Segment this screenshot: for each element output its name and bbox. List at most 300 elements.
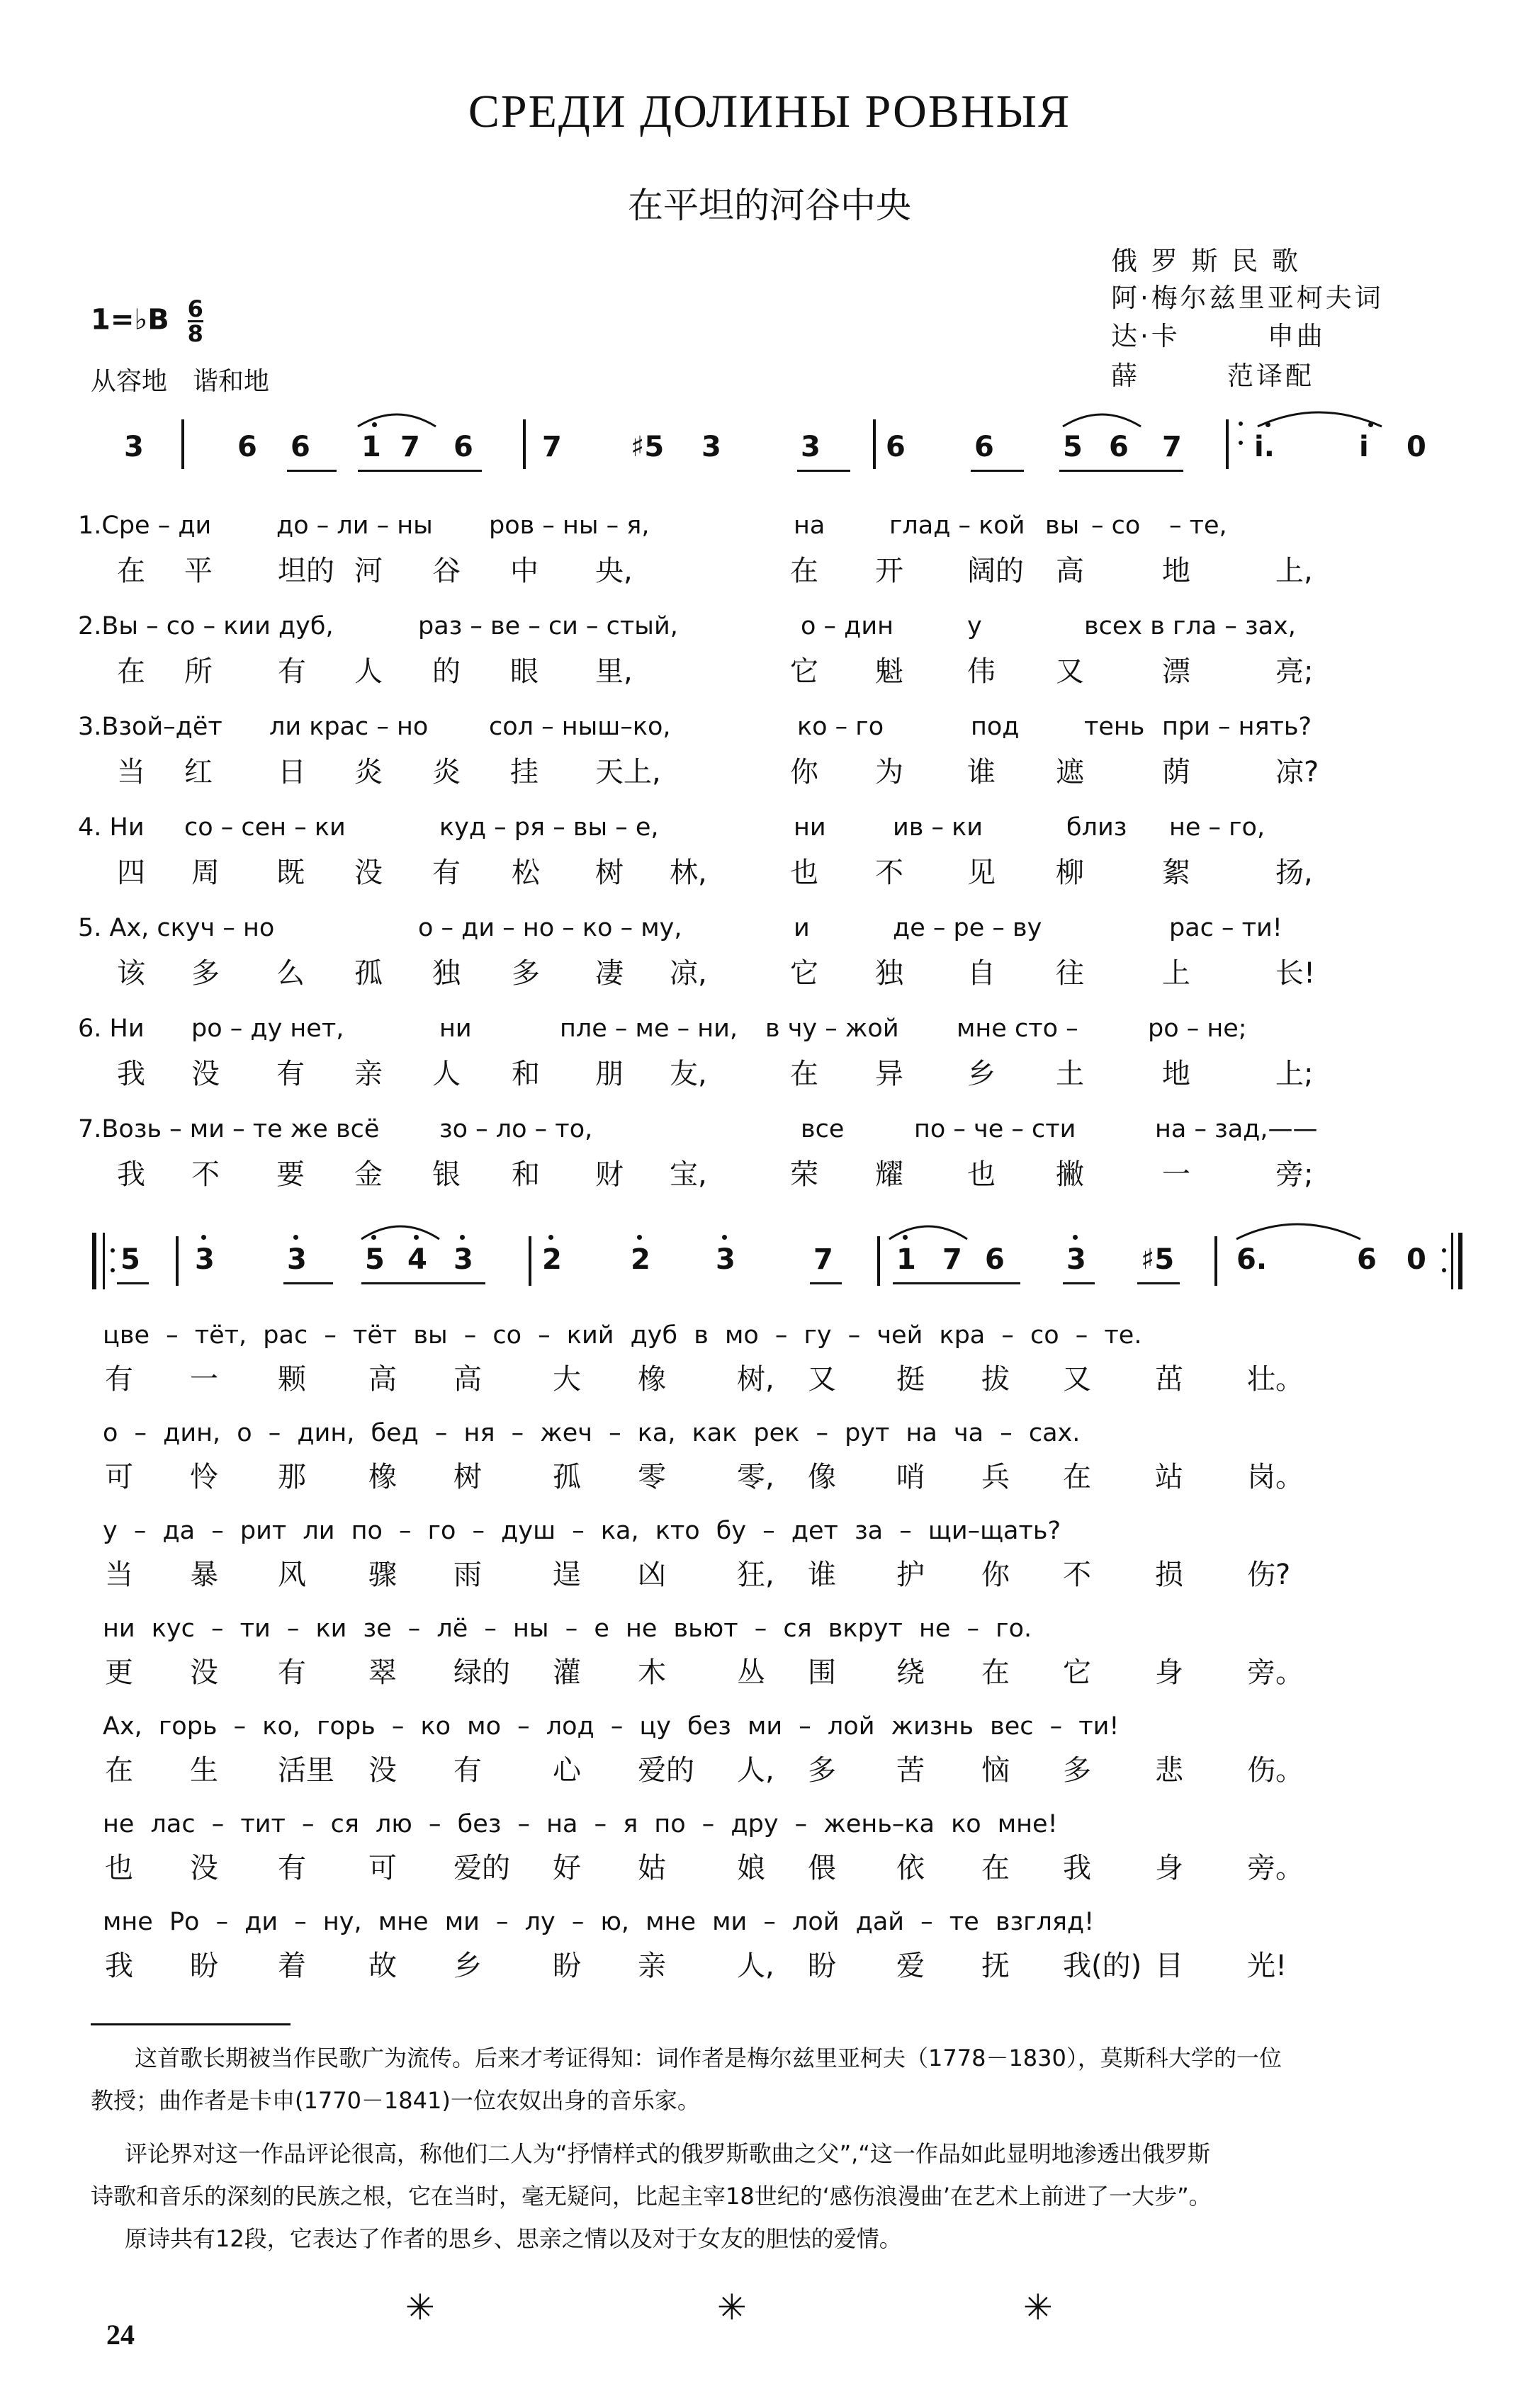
chinese-lyric: 高 [368, 1363, 397, 1396]
russian-lyric: не – го, [1169, 813, 1265, 842]
note: 2 [542, 1243, 562, 1276]
note: i. [1254, 431, 1275, 463]
chinese-lyric: 四 [117, 857, 145, 889]
chinese-lyric: 那 [278, 1461, 306, 1493]
chinese-lyric: 姑 [638, 1852, 666, 1884]
chinese-lyric: 见 [967, 857, 996, 889]
russian-lyric: цве – тёт, рас – тёт вы – со – кий дуб в мо – гу – чей кра – со – те. [103, 1321, 1142, 1350]
chinese-lyric: 零, [737, 1461, 774, 1493]
russian-lyric: ни кус – ти – ки зе – лё – ны – е не вьют – ся вкрут не – го. [103, 1615, 1032, 1643]
chinese-lyric: 护 [896, 1559, 925, 1591]
chinese-lyric: 柳 [1056, 857, 1084, 889]
key-signature [91, 295, 203, 347]
chinese-lyric: 一 [190, 1363, 218, 1396]
note: 6 [974, 431, 994, 463]
chinese-lyric: 树 [453, 1461, 482, 1493]
chinese-lyric: 炎 [432, 756, 461, 788]
note: ♯5 [1141, 1243, 1175, 1276]
repeat-dot [111, 1248, 115, 1253]
chinese-lyric: 你 [981, 1559, 1010, 1591]
russian-lyric: у – да – рит ли по – го – душ – ка, кто бу – дет за – щи–щать? [103, 1517, 1061, 1545]
chinese-lyric: 树 [595, 857, 624, 889]
russian-lyric: Ах, горь – ко, горь – ко мо – лод – цу без ми – лой жизнь вес – ти! [103, 1712, 1120, 1741]
russian-lyric: рас – ти! [1169, 914, 1282, 942]
chinese-lyric: 眼 [510, 655, 539, 688]
footnote-line-1: 这首歌长期被当作民歌广为流传。后来才考证得知：词作者是梅尔兹里亚柯夫（1778－1830），莫斯科大学的一位 [135, 2045, 1282, 2071]
chinese-lyric: 不 [875, 857, 903, 889]
chinese-lyric: 旁; [1275, 1158, 1314, 1191]
chinese-lyric: 狂, [737, 1559, 774, 1591]
beam-underline [361, 1282, 485, 1284]
chinese-lyric: 绿的 [453, 1656, 510, 1689]
note: 1 [361, 431, 381, 463]
chinese-lyric: 在 [790, 555, 818, 587]
chinese-lyric: 乡 [453, 1950, 482, 1982]
chinese-lyric: 乡 [967, 1058, 996, 1090]
chinese-lyric: 丛 [737, 1656, 765, 1689]
footnote-divider [91, 2023, 291, 2025]
russian-lyric: ли крас – но [269, 713, 429, 741]
russian-lyric: мне Ро – ди – ну, мне ми – лу – ю, мне ми – лой дай – те взгляд! [103, 1908, 1095, 1936]
chinese-lyric: 漂 [1162, 655, 1190, 688]
chinese-lyric: 壮。 [1247, 1363, 1304, 1396]
chinese-lyric: 挂 [510, 756, 539, 788]
chinese-lyric: 亮; [1275, 655, 1314, 688]
chinese-lyric: 撇 [1056, 1158, 1084, 1191]
chinese-lyric: 央, [595, 555, 633, 587]
chinese-lyric: 人, [737, 1754, 774, 1787]
chinese-lyric: 盼 [553, 1950, 581, 1982]
russian-lyric: вы [1045, 511, 1080, 540]
note: 5 [365, 1243, 385, 1276]
chinese-lyric: 哨 [896, 1461, 925, 1493]
note: 3 [801, 431, 821, 463]
russian-lyric: по – че – сти [914, 1115, 1076, 1143]
beam-underline [971, 470, 1024, 472]
russian-lyric: о – ди – но – ко – му, [418, 914, 682, 942]
chinese-lyric: 身 [1155, 1656, 1183, 1689]
chinese-lyric: 地 [1162, 555, 1190, 587]
chinese-lyric: 爱 [896, 1950, 925, 1982]
chinese-lyric: 好 [553, 1852, 581, 1884]
chinese-lyric: 木 [638, 1656, 666, 1689]
chinese-lyric: 谁 [808, 1559, 836, 1591]
chinese-lyric: 自 [967, 957, 996, 990]
russian-lyric: пле – ме – ни, [560, 1014, 738, 1043]
page-number: 24 [106, 2319, 135, 2351]
chinese-lyric: 在 [117, 555, 145, 587]
chinese-lyric: 在 [981, 1656, 1010, 1689]
chinese-lyric: 没 [191, 1058, 220, 1090]
chinese-lyric: 长! [1275, 957, 1316, 990]
chinese-lyric: 凉, [670, 957, 707, 990]
beam-underline [810, 1282, 842, 1284]
chinese-lyric: 旁。 [1247, 1852, 1304, 1884]
octave-dot [548, 1235, 553, 1240]
chinese-lyric: 坦的 [278, 555, 334, 587]
chinese-lyric: 独 [432, 957, 461, 990]
footnote-line-3: 评论界对这一作品评论很高，称他们二人为“抒情样式的俄罗斯歌曲之父”,“这一作品如此显明地渗透出俄罗斯 [125, 2140, 1210, 2167]
chinese-lyric: 耀 [875, 1158, 903, 1191]
chinese-lyric: 凶 [638, 1559, 666, 1591]
chinese-lyric: 又 [1063, 1363, 1091, 1396]
chinese-lyric: 伤。 [1247, 1754, 1304, 1787]
beam-underline [358, 470, 482, 472]
chinese-lyric: 挺 [896, 1363, 925, 1396]
octave-dot [637, 1235, 642, 1240]
chinese-lyric: 更 [105, 1656, 133, 1689]
note: 6 [1109, 431, 1129, 463]
chinese-lyric: 有 [278, 1656, 306, 1689]
russian-lyric: зо – ло – то, [439, 1115, 593, 1143]
russian-lyric: со – сен – ки [184, 813, 346, 842]
repeat-dot [1239, 422, 1243, 426]
chinese-lyric: 一 [1162, 1158, 1190, 1191]
beam-underline [797, 470, 850, 472]
note: 3 [453, 1243, 473, 1276]
note: 7 [1162, 431, 1182, 463]
octave-dot [414, 1235, 419, 1240]
chinese-lyric: 红 [184, 756, 213, 788]
chinese-lyric: 和 [512, 1058, 540, 1090]
chinese-lyric: 多 [808, 1754, 836, 1787]
chinese-lyric: 灌 [553, 1656, 581, 1689]
time-numerator: 6 [187, 295, 203, 322]
russian-lyric: ро – не; [1148, 1014, 1247, 1043]
separator-star: ✳ [405, 2287, 435, 2328]
chinese-lyric: 遮 [1056, 756, 1084, 788]
russian-lyric: де – ре – ву [893, 914, 1042, 942]
chinese-lyric: 金 [354, 1158, 383, 1191]
beam-underline [1059, 470, 1183, 472]
russian-lyric: до – ли – ны [276, 511, 433, 540]
russian-lyric: 2.Вы – со – кии дуб, [78, 612, 334, 640]
chinese-lyric: 爱的 [453, 1852, 510, 1884]
key-text: 1=♭B [91, 303, 169, 337]
barline [1214, 1236, 1217, 1286]
beam-underline [287, 470, 337, 472]
chinese-lyric: 当 [105, 1559, 133, 1591]
chinese-lyric: 怜 [190, 1461, 218, 1493]
chinese-lyric: 逞 [553, 1559, 581, 1591]
chinese-lyric: 抚 [981, 1950, 1010, 1982]
beam-underline [893, 1282, 1020, 1284]
credit-line-1: 俄 罗 斯 民 歌 [1111, 246, 1302, 276]
note: 3 [1066, 1243, 1086, 1276]
note: 3 [195, 1243, 215, 1276]
chinese-lyric: 宝, [670, 1158, 707, 1191]
chinese-lyric: 地 [1162, 1058, 1190, 1090]
chinese-lyric: 盼 [190, 1950, 218, 1982]
chinese-lyric: 我 [105, 1950, 133, 1982]
chinese-lyric: 旁。 [1247, 1656, 1304, 1689]
chinese-lyric: 绕 [896, 1656, 925, 1689]
chinese-lyric: 又 [1056, 655, 1084, 688]
tempo-marking: 从容地 谐和地 [91, 367, 270, 396]
chinese-lyric: 有 [278, 655, 306, 688]
chinese-lyric: 人 [354, 655, 383, 688]
chinese-lyric: 孤 [553, 1461, 581, 1493]
chinese-lyric: 天上, [595, 756, 661, 788]
note: 2 [631, 1243, 650, 1276]
chinese-lyric: 可 [105, 1461, 133, 1493]
chinese-lyric: 多 [191, 957, 220, 990]
chinese-lyric: 活里 [278, 1754, 334, 1787]
chinese-lyric: 橡 [638, 1363, 666, 1396]
octave-dot [201, 1235, 206, 1240]
chinese-lyric: 银 [432, 1158, 461, 1191]
note: 5 [1063, 431, 1083, 463]
beam-underline [1137, 1282, 1180, 1284]
russian-lyric: на – зад,—— [1155, 1115, 1318, 1143]
octave-dot [1265, 422, 1270, 427]
footnote-line-4: 诗歌和音乐的深刻的民族之根，它在当时，毫无疑问，比起主宰18世纪的‘感伤浪漫曲’在艺术上前进了一大步”。 [91, 2183, 1212, 2210]
chinese-lyric: 周 [191, 857, 220, 889]
chinese-lyric: 爱的 [638, 1754, 694, 1787]
chinese-lyric: 它 [790, 655, 818, 688]
chinese-lyric: 上, [1275, 555, 1313, 587]
beam-underline [283, 1282, 333, 1284]
chinese-lyric: 有 [276, 1058, 305, 1090]
russian-lyric: близ [1066, 813, 1127, 842]
chinese-lyric: 谷 [432, 555, 461, 587]
chinese-lyric: 异 [875, 1058, 903, 1090]
chinese-lyric: 该 [117, 957, 145, 990]
russian-lyric: в чу – жой [765, 1014, 899, 1043]
chinese-lyric: 和 [512, 1158, 540, 1191]
chinese-lyric: 絮 [1162, 857, 1190, 889]
separator-star: ✳ [717, 2287, 747, 2328]
chinese-lyric: 颗 [278, 1363, 306, 1396]
chinese-lyric: 损 [1155, 1559, 1183, 1591]
chinese-lyric: 心 [553, 1754, 581, 1787]
chinese-lyric: 橡 [368, 1461, 397, 1493]
russian-lyric: 6. Ни [78, 1014, 145, 1043]
russian-lyric: о – дин [801, 612, 893, 640]
chinese-lyric: 要 [276, 1158, 305, 1191]
chinese-lyric: 苦 [896, 1754, 925, 1787]
chinese-lyric: 在 [790, 1058, 818, 1090]
chinese-lyric: 有 [278, 1852, 306, 1884]
note: 6 [291, 431, 310, 463]
chinese-lyric: 故 [368, 1950, 397, 1982]
russian-lyric: – те, [1169, 511, 1227, 540]
repeat-dot [111, 1268, 115, 1272]
chinese-lyric: 偎 [808, 1852, 836, 1884]
note: 6 [1357, 1243, 1377, 1276]
russian-lyric: 5. Ах, скуч – но [78, 914, 275, 942]
russian-lyric: ни [439, 1014, 472, 1043]
note: 0 [1406, 431, 1426, 463]
beam-underline [117, 1282, 149, 1284]
note: 3 [701, 431, 721, 463]
note: 3 [124, 431, 144, 463]
chinese-lyric: 恼 [981, 1754, 1010, 1787]
russian-lyric: ни [794, 813, 826, 842]
ties-line-2 [0, 1208, 1539, 1243]
chinese-lyric: 大 [553, 1363, 581, 1396]
barline [176, 1236, 179, 1286]
russian-lyric: при – нять? [1162, 713, 1312, 741]
chinese-lyric: 日 [278, 756, 306, 788]
chinese-lyric: 有 [105, 1363, 133, 1396]
repeat-dot [1442, 1268, 1446, 1272]
note: 6 [237, 431, 257, 463]
time-signature [187, 295, 203, 347]
octave-dot [371, 1235, 376, 1240]
note: 6. [1236, 1243, 1268, 1276]
chinese-lyric: 炎 [354, 756, 383, 788]
chinese-lyric: 凄 [595, 957, 624, 990]
russian-lyric: 3.Взой–дёт [78, 713, 222, 741]
barline [529, 1236, 531, 1286]
octave-dot [293, 1235, 298, 1240]
note: 7 [942, 1243, 962, 1276]
chinese-lyric: 它 [790, 957, 818, 990]
russian-lyric: ро – ду нет, [191, 1014, 344, 1043]
note: i [1359, 431, 1369, 463]
chinese-lyric: 没 [354, 857, 383, 889]
russian-lyric: тень [1084, 713, 1145, 741]
chinese-lyric: 林, [670, 857, 707, 889]
chinese-lyric: 目 [1155, 1950, 1183, 1982]
chinese-lyric: 亲 [354, 1058, 383, 1090]
chinese-lyric: 人 [432, 1058, 461, 1090]
beam-underline [1063, 1282, 1095, 1284]
chinese-lyric: 独 [875, 957, 903, 990]
chinese-lyric: 为 [875, 756, 903, 788]
chinese-lyric: 生 [190, 1754, 218, 1787]
russian-lyric: ив – ки [893, 813, 983, 842]
russian-lyric: 1.Сре – ди [78, 511, 212, 540]
chinese-lyric: 高 [453, 1363, 482, 1396]
chinese-lyric: 也 [967, 1158, 996, 1191]
octave-dot [1073, 1235, 1078, 1240]
chinese-lyric: 中 [510, 555, 539, 587]
chinese-lyric: 荣 [790, 1158, 818, 1191]
song-title: СРЕДИ ДОЛИНЫ РОВНЫЯ [468, 86, 1071, 137]
chinese-lyric: 树, [737, 1363, 774, 1396]
chinese-lyric: 不 [1063, 1559, 1091, 1591]
chinese-lyric: 没 [190, 1656, 218, 1689]
chinese-lyric: 拔 [981, 1363, 1010, 1396]
chinese-lyric: 零 [638, 1461, 666, 1493]
repeat-dot [1239, 441, 1243, 445]
chinese-lyric: 可 [368, 1852, 397, 1884]
chinese-lyric: 土 [1056, 1058, 1084, 1090]
chinese-lyric: 往 [1056, 957, 1084, 990]
ties-line-1 [0, 397, 1539, 432]
chinese-lyric: 有 [432, 857, 461, 889]
russian-lyric: и [794, 914, 810, 942]
chinese-lyric: 么 [276, 957, 305, 990]
note: 5 [120, 1243, 140, 1276]
chinese-lyric: 着 [278, 1950, 306, 1982]
chinese-lyric: 朋 [595, 1058, 624, 1090]
russian-lyric: у [967, 612, 982, 640]
chinese-lyric: 平 [184, 555, 213, 587]
chinese-lyric: 也 [790, 857, 818, 889]
chinese-lyric: 你 [790, 756, 818, 788]
chinese-lyric: 谁 [967, 756, 996, 788]
chinese-lyric: 在 [1063, 1461, 1091, 1493]
chinese-lyric: 孤 [354, 957, 383, 990]
chinese-lyric: 有 [453, 1754, 482, 1787]
russian-lyric: глад – кой [889, 511, 1025, 540]
separator-star: ✳ [1023, 2287, 1053, 2328]
note: 7 [813, 1243, 833, 1276]
credit-line-2: 阿·梅尔兹里亚柯夫词 [1111, 283, 1384, 313]
chinese-lyric: 伤? [1247, 1559, 1291, 1591]
russian-lyric: куд – ря – вы – е, [439, 813, 659, 842]
chinese-lyric: 魁 [875, 655, 903, 688]
chinese-lyric: 高 [1056, 555, 1084, 587]
chinese-lyric: 兵 [981, 1461, 1010, 1493]
note: ♯5 [631, 431, 665, 463]
chinese-lyric: 扬, [1275, 857, 1313, 889]
chinese-lyric: 在 [117, 655, 145, 688]
chinese-lyric: 上; [1275, 1058, 1314, 1090]
note: 3 [716, 1243, 735, 1276]
chinese-lyric: 阔的 [967, 555, 1024, 587]
chinese-lyric: 也 [105, 1852, 133, 1884]
russian-lyric: о – дин, о – дин, бед – ня – жеч – ка, как рек – рут на ча – сах. [103, 1419, 1081, 1447]
russian-lyric: на [794, 511, 825, 540]
note: 0 [1406, 1243, 1426, 1276]
chinese-lyric: 亲 [638, 1950, 666, 1982]
chinese-lyric: 雨 [453, 1559, 482, 1591]
note: 6 [453, 431, 473, 463]
chinese-lyric: 我 [117, 1158, 145, 1191]
chinese-lyric: 既 [276, 857, 305, 889]
chinese-lyric: 又 [808, 1363, 836, 1396]
chinese-lyric: 在 [981, 1852, 1010, 1884]
chinese-lyric: 暴 [190, 1559, 218, 1591]
chinese-lyric: 不 [191, 1158, 220, 1191]
chinese-lyric: 的 [432, 655, 461, 688]
octave-dot [722, 1235, 727, 1240]
chinese-lyric: 它 [1063, 1656, 1091, 1689]
chinese-lyric: 悲 [1155, 1754, 1183, 1787]
chinese-lyric: 河 [354, 555, 383, 587]
chinese-lyric: 伟 [967, 655, 996, 688]
chinese-lyric: 多 [512, 957, 540, 990]
note: 4 [407, 1243, 427, 1276]
note: 6 [985, 1243, 1005, 1276]
russian-lyric: сол – ныш–ко, [489, 713, 671, 741]
footnote-line-5: 原诗共有12段，它表达了作者的思乡、思亲之情以及对于女友的胆怯的爱情。 [125, 2225, 902, 2252]
russian-lyric: – со [1091, 511, 1141, 540]
russian-lyric: 4. Ни [78, 813, 145, 842]
note: 3 [287, 1243, 307, 1276]
note: 6 [886, 431, 906, 463]
chinese-lyric: 没 [368, 1754, 397, 1787]
octave-dot [1368, 422, 1373, 427]
chinese-lyric: 财 [595, 1158, 624, 1191]
chinese-lyric: 凉? [1275, 756, 1319, 788]
chinese-lyric: 上 [1162, 957, 1190, 990]
russian-lyric: всех в гла – зах, [1084, 612, 1296, 640]
chinese-lyric: 荫 [1162, 756, 1190, 788]
chinese-lyric: 友, [670, 1058, 707, 1090]
note: 7 [400, 431, 420, 463]
russian-lyric: 7.Возь – ми – те же всё [78, 1115, 380, 1143]
octave-dot [903, 1235, 908, 1240]
chinese-lyric: 没 [190, 1852, 218, 1884]
chinese-lyric: 所 [184, 655, 213, 688]
chinese-lyric: 茁 [1155, 1363, 1183, 1396]
chinese-lyric: 依 [896, 1852, 925, 1884]
